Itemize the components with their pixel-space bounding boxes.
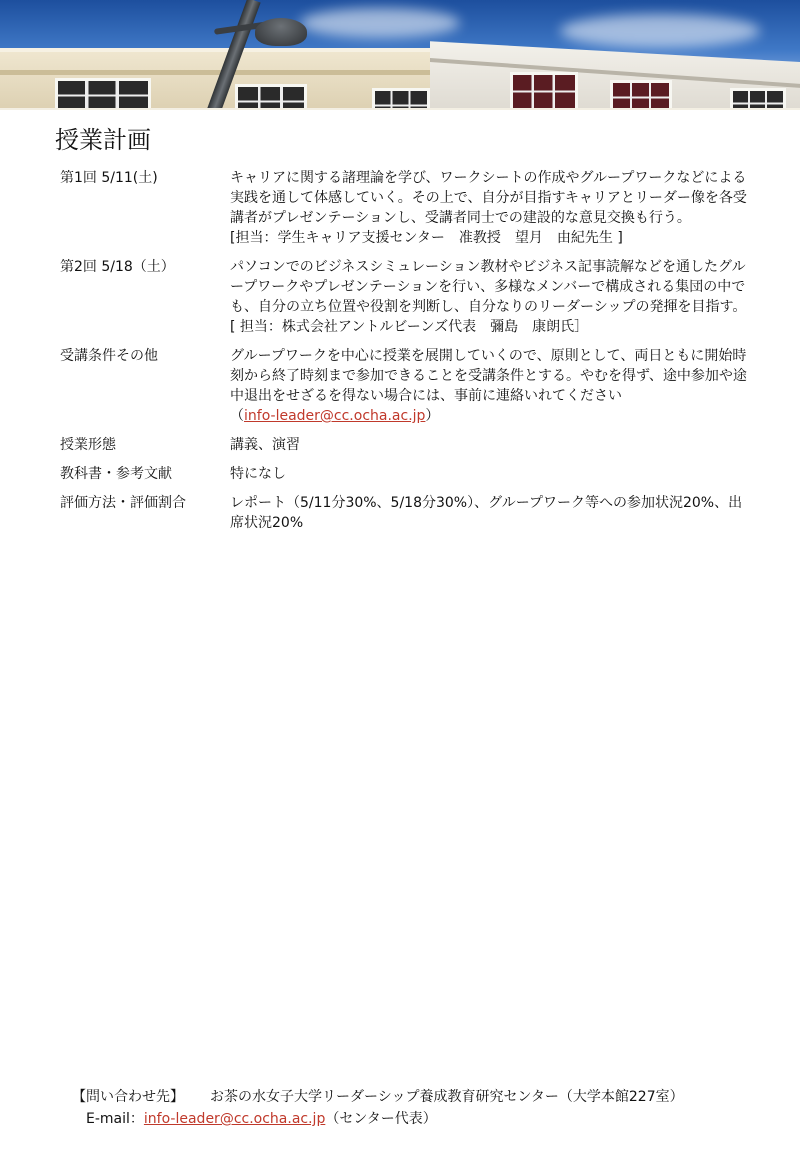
plan-row-session-2 bbox=[60, 257, 760, 337]
plan-row-conditions bbox=[60, 346, 760, 426]
cloud bbox=[300, 8, 460, 38]
building-window bbox=[610, 80, 672, 110]
plan-row-evaluation bbox=[60, 493, 760, 533]
plan-row-textbook bbox=[60, 464, 760, 484]
row-label: 第1回 5/11(土) bbox=[60, 170, 158, 186]
building-right bbox=[430, 38, 800, 110]
footer-email-link[interactable]: info-leader@cc.ocha.ac.jp bbox=[143, 1111, 326, 1127]
building-window bbox=[235, 84, 307, 110]
building-window bbox=[730, 88, 786, 110]
building-window bbox=[55, 78, 151, 110]
page-title: 授業計画 bbox=[55, 126, 151, 154]
row-text: グループワークを中心に授業を展開していくので、原則として、両日ともに開始時刻から終了時刻まで参加できることを受講条件とする。やむを得ず、途中参加や途中退出をせざるを得ない場合には、事前に連絡いれてください bbox=[230, 348, 747, 404]
contact-line bbox=[72, 1086, 684, 1108]
course-plan-table bbox=[60, 168, 760, 542]
header-photo bbox=[0, 0, 800, 110]
plan-row-format bbox=[60, 435, 760, 455]
instructor-note: [ 担当：株式会社アントルビーンズ代表 彌島 康朗氏］ bbox=[230, 319, 589, 335]
row-label: 評価方法・評価割合 bbox=[60, 495, 186, 511]
plan-row-session-1 bbox=[60, 168, 760, 248]
row-content: 特になし bbox=[230, 466, 286, 482]
row-label: 授業形態 bbox=[60, 437, 116, 453]
row-content bbox=[230, 346, 755, 426]
row-content: 講義、演習 bbox=[230, 437, 300, 453]
building-window bbox=[510, 72, 578, 110]
instructor-note: [担当：学生キャリア支援センター 准教授 望月 由紀先生 ] bbox=[230, 230, 623, 246]
row-label: 受講条件その他 bbox=[60, 348, 158, 364]
paren-close: ） bbox=[425, 408, 440, 424]
contact-email-link[interactable]: info-leader@cc.ocha.ac.jp bbox=[244, 408, 426, 424]
row-content bbox=[230, 257, 755, 337]
row-label: 第2回 5/18（土） bbox=[60, 259, 175, 275]
email-label: E-mail： bbox=[86, 1111, 144, 1127]
paren-open: （ bbox=[230, 408, 244, 424]
organization-name: お茶の水女子大学リーダーシップ養成教育研究センター（大学本館227室） bbox=[210, 1089, 684, 1105]
street-lamp-head bbox=[255, 18, 307, 46]
building-window bbox=[372, 88, 430, 110]
email-note: （センター代表） bbox=[325, 1111, 437, 1127]
row-text: パソコンでのビジネスシミュレーション教材やビジネス記事読解などを通したグループワークやプレゼンテーションを行い、多様なメンバーで構成される集団の中でも、自分の立ち位置や役割を判断し、自分なりのリーダーシップの発揮を目指す。 bbox=[230, 259, 747, 315]
email-line bbox=[86, 1108, 437, 1130]
row-text: キャリアに関する諸理論を学び、ワークシートの作成やグループワークなどによる実践を通して体感していく。その上で、自分が目指すキャリアとリーダー像を各受講者がプレゼンテーションし、受講者同士での建設的な意見交換も行う。 bbox=[230, 170, 747, 226]
cloud bbox=[560, 14, 760, 48]
row-content: レポート（5/11分30%、5/18分30%）、グループワーク等への参加状況20%、出席状況20% bbox=[230, 495, 743, 531]
row-label: 教科書・参考文献 bbox=[60, 466, 172, 482]
row-content bbox=[230, 168, 755, 248]
header-divider bbox=[0, 108, 800, 110]
contact-label: 【問い合わせ先】 bbox=[72, 1089, 184, 1105]
